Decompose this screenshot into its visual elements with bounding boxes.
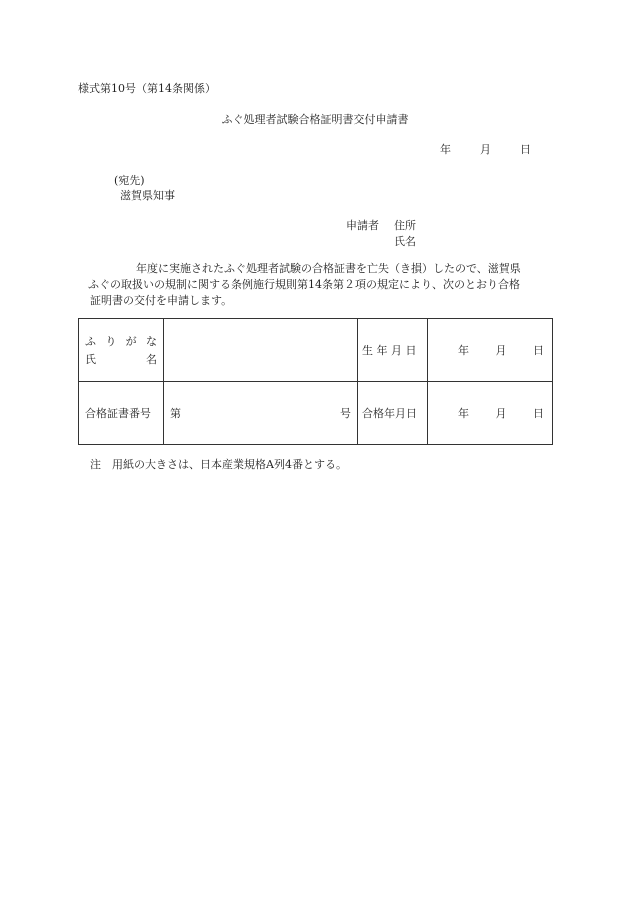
applicant-label: 申請者	[346, 219, 379, 232]
date-day: 日	[520, 143, 531, 156]
furigana-char: が	[125, 335, 137, 348]
pass-day: 日	[533, 407, 544, 420]
birth-day: 日	[533, 344, 544, 357]
date-month: 月	[480, 143, 491, 156]
applicant-address-label: 住所	[394, 219, 416, 232]
body-line: 年度に実施されたふぐ処理者試験の合格証書を亡失（き損）したので、滋賀県	[136, 262, 521, 275]
application-table	[78, 318, 553, 445]
birth-year: 年	[458, 344, 469, 357]
table-row-certificate	[79, 382, 553, 445]
addressee-name: 滋賀県知事	[120, 189, 175, 202]
cert-number-field[interactable]	[164, 382, 358, 445]
furigana-char: な	[145, 335, 157, 348]
applicant-name-label: 氏名	[394, 235, 416, 248]
date-year: 年	[440, 143, 451, 156]
addressee-label: (宛先)	[114, 174, 145, 187]
name-field[interactable]	[164, 319, 358, 382]
application-date	[440, 141, 531, 157]
birth-month: 月	[495, 344, 507, 357]
applicant-address-line	[346, 217, 416, 233]
birth-date-field[interactable]	[428, 319, 553, 382]
pass-year: 年	[458, 407, 469, 420]
cert-suffix: 号	[340, 407, 351, 420]
body-line: ふぐの取扱いの規制に関する条例施行規則第14条第２項の規定により、次のとおり合格	[88, 278, 520, 291]
paper-size-note: 注 用紙の大きさは、日本産業規格A列4番とする。	[90, 458, 347, 471]
furigana-char: ふ	[85, 335, 96, 348]
cert-number-label: 合格証書番号	[79, 382, 164, 445]
cert-prefix: 第	[170, 407, 181, 420]
table-row-name	[79, 319, 553, 382]
form-number: 様式第10号（第14条関係）	[78, 82, 216, 95]
body-line: 証明書の交付を申請します。	[90, 294, 233, 307]
pass-date-field[interactable]	[428, 382, 553, 445]
furigana-name-label	[79, 319, 164, 382]
document-title: ふぐ処理者試験合格証明書交付申請書	[221, 113, 409, 126]
name-char: 名	[146, 353, 157, 366]
body-paragraph	[90, 261, 550, 309]
birth-date-label: 生 年 月 日	[358, 319, 428, 382]
pass-date-label: 合格年月日	[358, 382, 428, 445]
name-char: 氏	[85, 353, 96, 366]
furigana-char: り	[105, 335, 117, 348]
pass-month: 月	[495, 407, 507, 420]
